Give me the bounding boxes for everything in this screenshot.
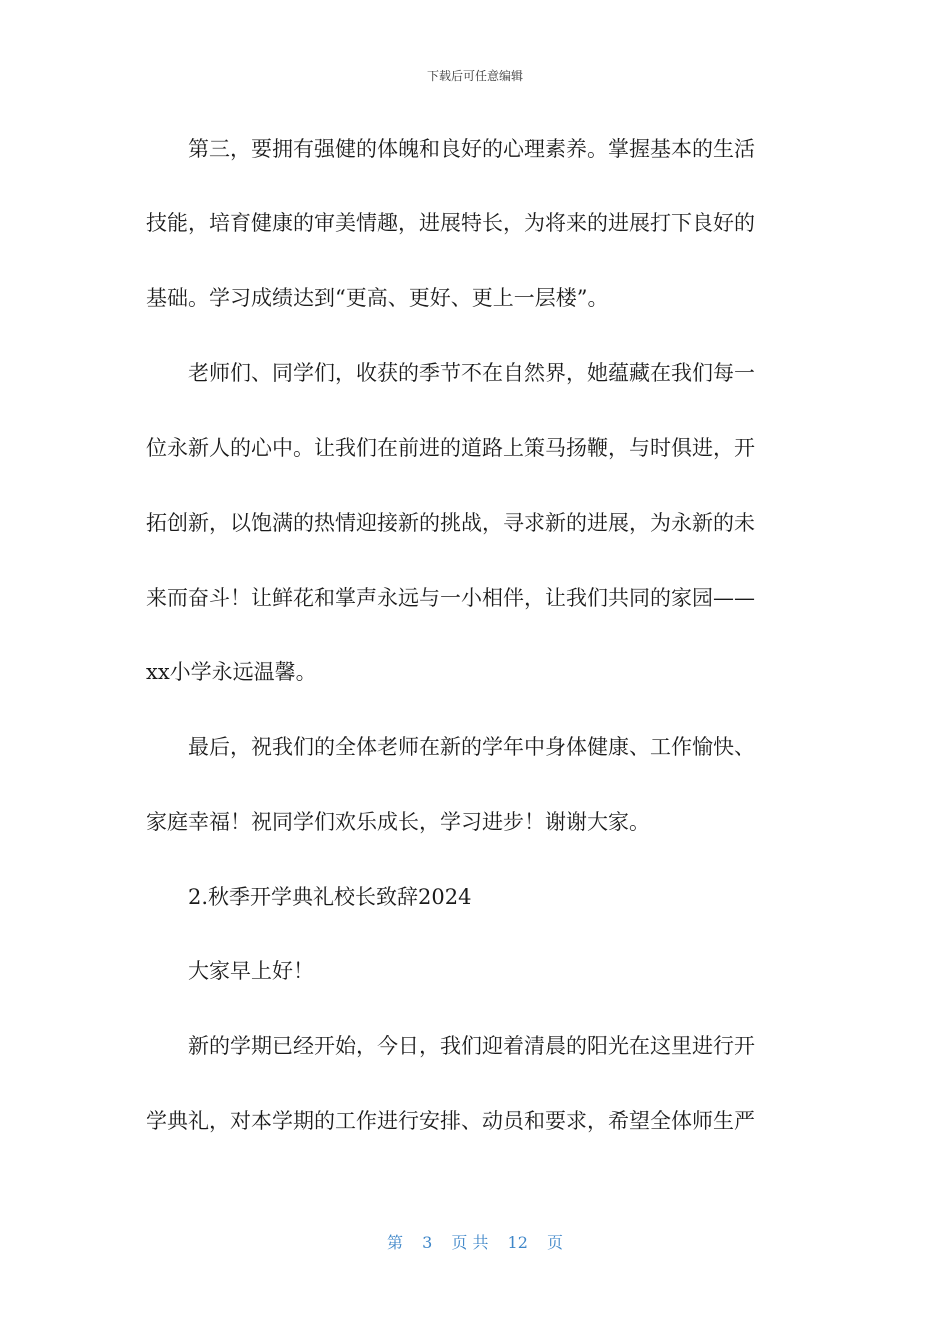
text-line: 拓创新，以饱满的热情迎接新的挑战，寻求新的进展，为永新的未 <box>146 511 755 535</box>
total-pages: 12 <box>507 1233 528 1252</box>
footer-suffix: 页 <box>547 1233 564 1252</box>
text-line: 位永新人的心中。让我们在前进的道路上策马扬鞭，与时俱进，开 <box>146 436 755 460</box>
footer-prefix: 第 <box>386 1233 403 1252</box>
text-line: 最后，祝我们的全体老师在新的学年中身体健康、工作愉快、 <box>188 735 755 759</box>
text-line: 基础。学习成绩达到“更高、更好、更上一层楼”。 <box>146 286 609 310</box>
text-line: 家庭幸福！祝同学们欢乐成长，学习进步！谢谢大家。 <box>146 810 650 834</box>
text-line: 技能，培育健康的审美情趣，进展特长，为将来的进展打下良好的 <box>146 211 755 235</box>
text-line: 来而奋斗！让鲜花和掌声永远与一小相伴，让我们共同的家园—— <box>146 586 755 610</box>
text-line: xx小学永远温馨。 <box>146 660 317 684</box>
page-number: 3 <box>422 1233 433 1252</box>
section-heading: 2.秋季开学典礼校长致辞2024 <box>188 885 472 909</box>
text-line: 第三，要拥有强健的体魄和良好的心理素养。掌握基本的生活 <box>188 137 755 161</box>
text-line: 新的学期已经开始，今日，我们迎着清晨的阳光在这里进行开 <box>188 1034 755 1058</box>
text-line: 老师们、同学们，收获的季节不在自然界，她蕴藏在我们每一 <box>188 361 755 385</box>
page-header-note: 下载后可任意编辑 <box>426 69 523 83</box>
page-footer <box>0 1230 950 1253</box>
greeting-line: 大家早上好！ <box>188 959 314 983</box>
text-line: 学典礼，对本学期的工作进行安排、动员和要求，希望全体师生严 <box>146 1109 755 1133</box>
footer-middle: 页 共 <box>451 1233 489 1252</box>
